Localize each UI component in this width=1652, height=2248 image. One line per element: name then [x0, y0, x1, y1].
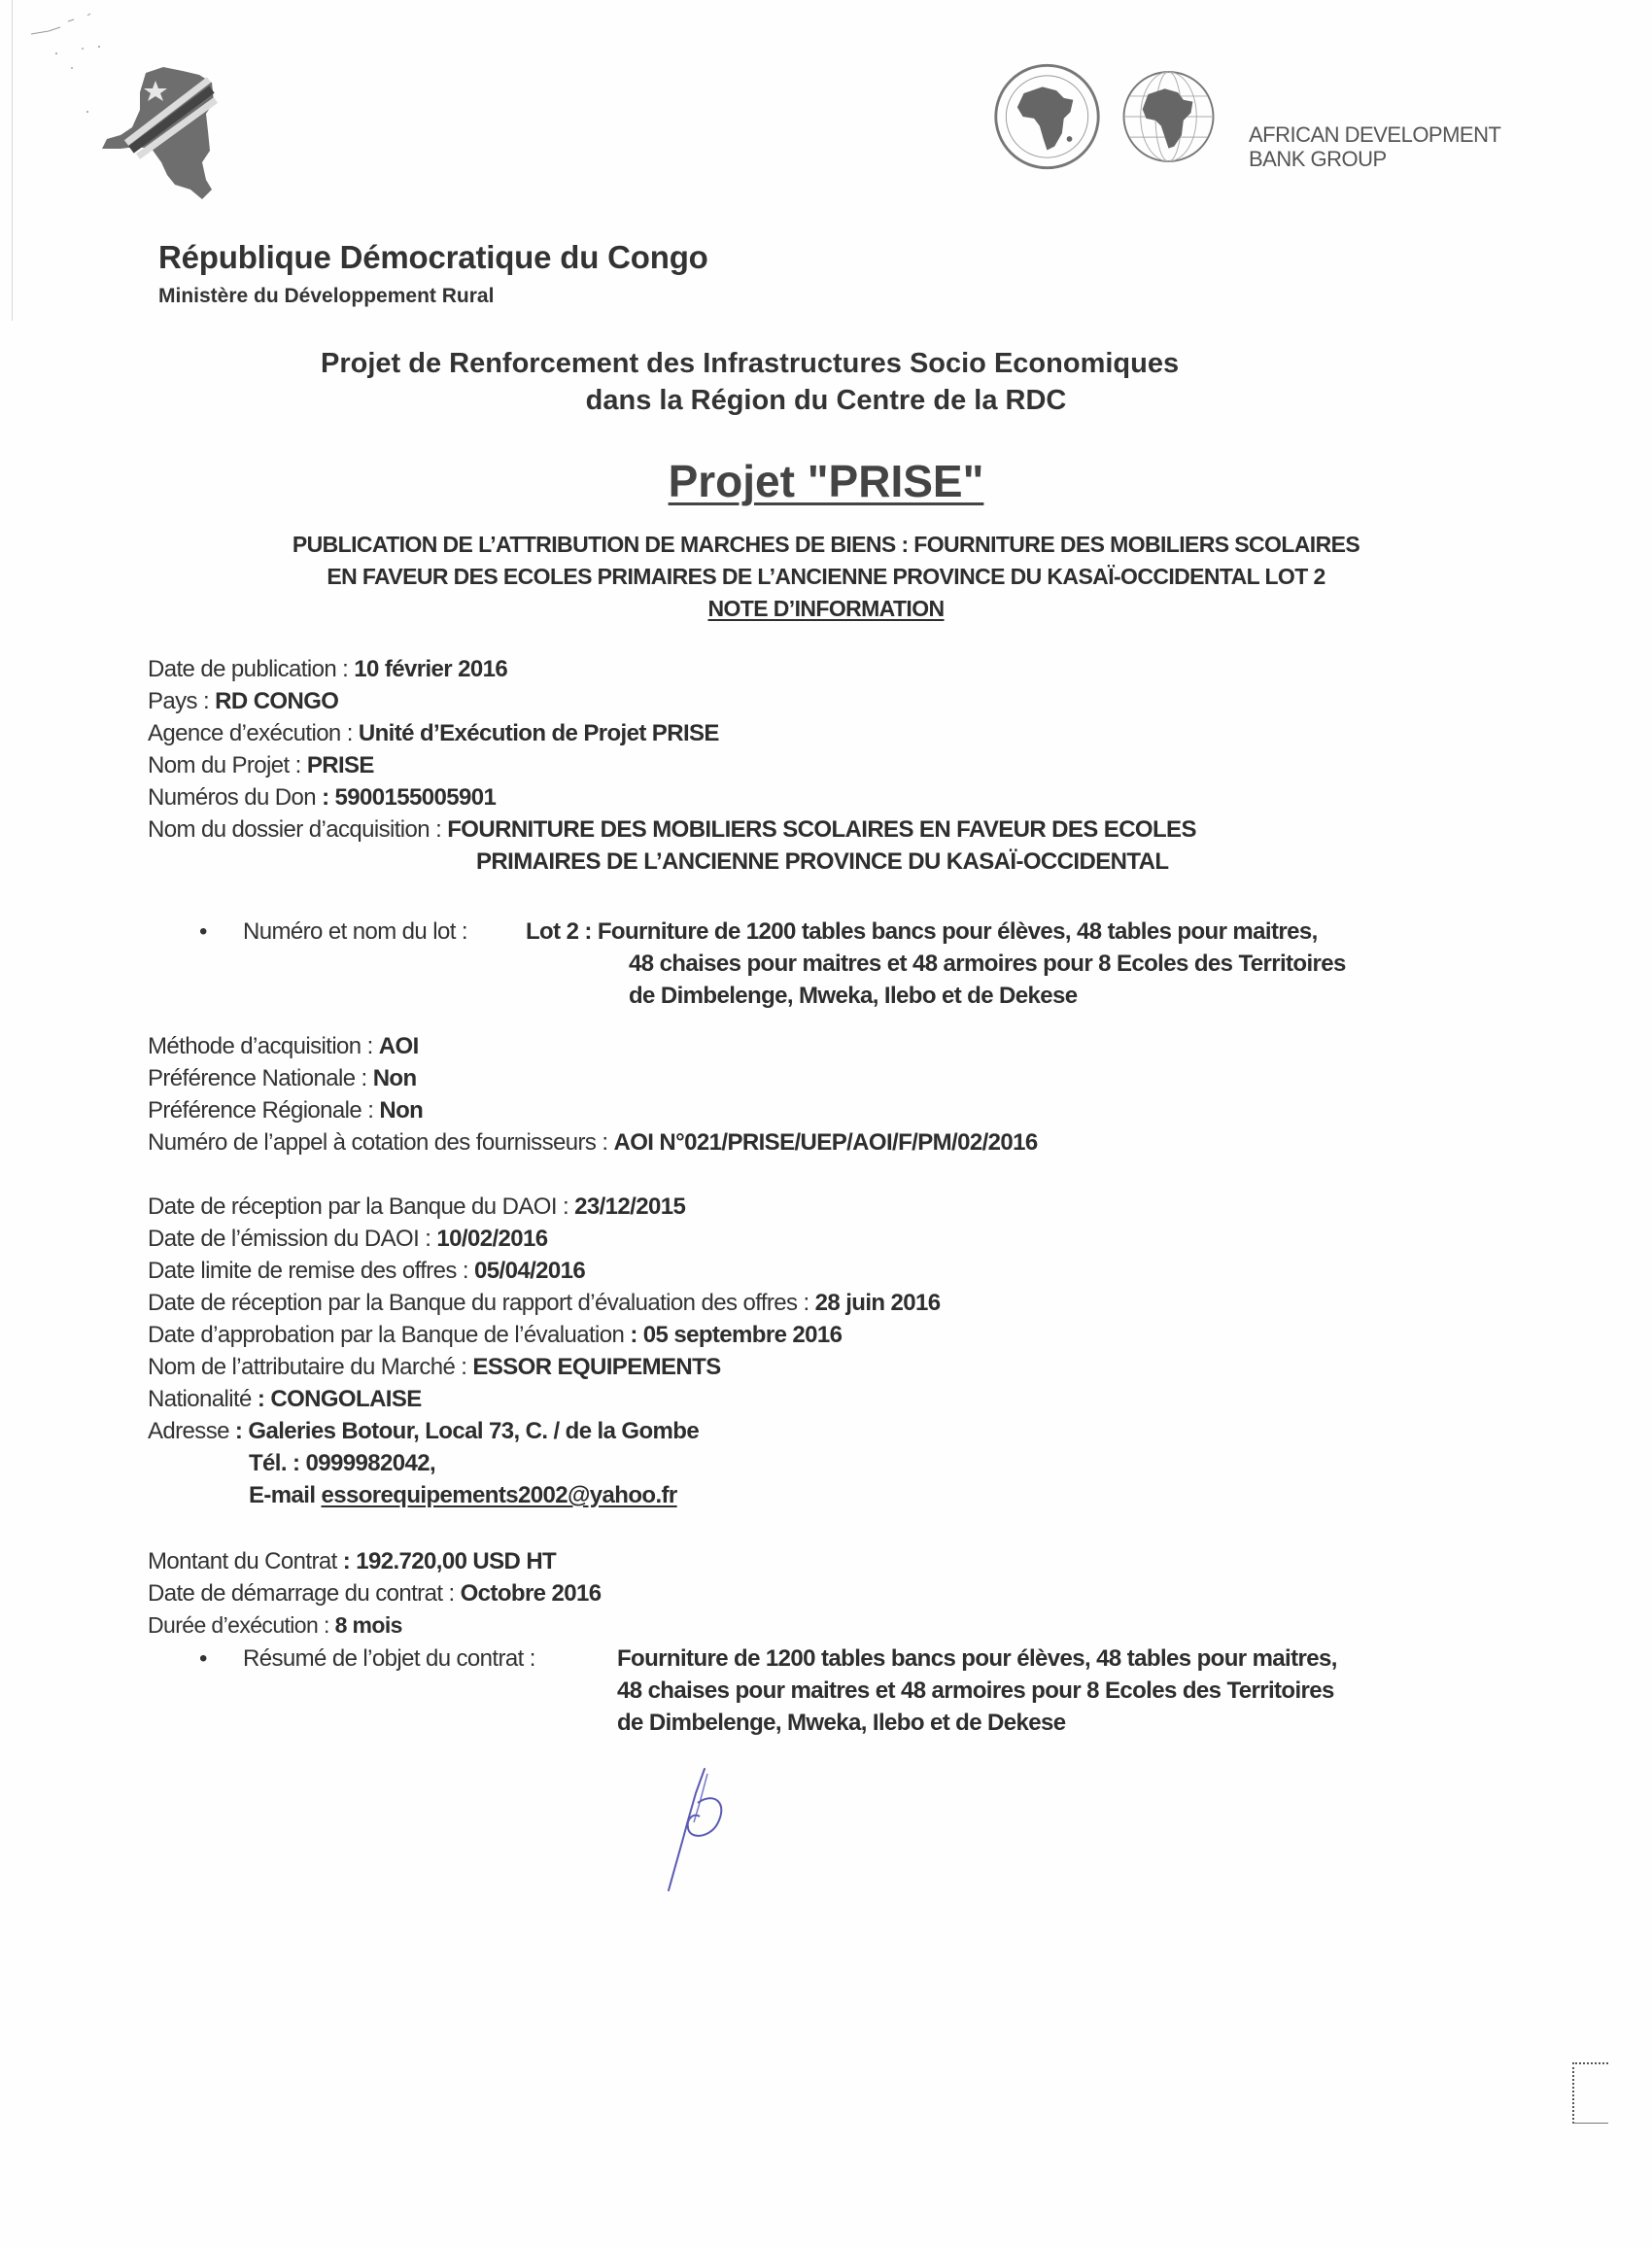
- field-address: Adresse : Galeries Botour, Local 73, C. / de la Gombe: [148, 1418, 700, 1444]
- field-acquisition-method: Méthode d’acquisition : AOI: [148, 1033, 419, 1059]
- acquisition-method-info: [148, 1030, 1038, 1159]
- dates-info: [148, 1191, 941, 1511]
- field-contract-start: Date de démarrage du contrat : Octobre 2016: [148, 1580, 602, 1607]
- field-email: E-mail essorequipements2002@yahoo.fr: [249, 1482, 677, 1508]
- contract-summary-item: [199, 1643, 1560, 1740]
- summary-value-line2: 48 chaises pour maitres et 48 armoires pour 8 Ecoles des Territoires: [617, 1677, 1334, 1704]
- project-short-name-text: Projet "PRISE": [668, 456, 984, 506]
- lot-value-line1: Lot 2 : Fourniture de 1200 tables bancs pour élèves, 48 tables pour maitres,: [526, 918, 1318, 945]
- summary-label: Résumé de l’objet du contrat :: [243, 1645, 535, 1672]
- field-acquisition-file-cont: PRIMAIRES DE L’ANCIENNE PROVINCE DU KASAÏ-OCCIDENTAL: [476, 848, 1169, 875]
- lot-item: [199, 916, 1560, 1013]
- lot-value-line3: de Dimbelenge, Mweka, Ilebo et de Dekese: [629, 983, 1078, 1009]
- publication-title-line1: PUBLICATION DE L’ATTRIBUTION DE MARCHES DE BIENS : FOURNITURE DES MOBILIERS SCOLAIRES: [292, 532, 1360, 557]
- field-acquisition-file: Nom du dossier d’acquisition : FOURNITURE DES MOBILIERS SCOLAIRES EN FAVEUR DES ECOLES: [148, 816, 1196, 843]
- signature: [661, 1764, 739, 1900]
- field-grant-number: Numéros du Don : 5900155005901: [148, 784, 497, 811]
- field-phone: Tél. : 0999982042,: [249, 1450, 436, 1476]
- field-contract-duration: Durée d’exécution : 8 mois: [148, 1612, 402, 1638]
- lot-value-line2: 48 chaises pour maitres et 48 armoires pour 8 Ecoles des Territoires: [629, 951, 1346, 977]
- field-regional-preference: Préférence Régionale : Non: [148, 1097, 424, 1124]
- publication-title: [0, 529, 1652, 625]
- afdb-seal-icon: [991, 58, 1103, 175]
- afdb-name-line1: AFRICAN DEVELOPMENT: [1249, 122, 1501, 147]
- general-info: [148, 653, 1196, 878]
- field-country: Pays : RD CONGO: [148, 688, 339, 714]
- field-contract-amount: Montant du Contrat : 192.720,00 USD HT: [148, 1548, 557, 1574]
- ministry-title: Ministère du Développement Rural: [158, 285, 495, 307]
- note-information-heading: NOTE D’INFORMATION: [707, 596, 945, 621]
- field-evaluation-approval-date: Date d’approbation par la Banque de l’évaluation : 05 septembre 2016: [148, 1322, 843, 1348]
- drc-map-flag-icon: [97, 53, 233, 209]
- field-tender-number: Numéro de l’appel à cotation des fournisseurs : AOI N°021/PRISE/UEP/AOI/F/PM/02/2016: [148, 1129, 1038, 1156]
- lot-label: Numéro et nom du lot :: [243, 918, 467, 945]
- project-title: [0, 345, 1652, 419]
- contract-info: [148, 1545, 601, 1642]
- scan-corner-mark: [1572, 2062, 1608, 2124]
- field-bid-deadline: Date limite de remise des offres : 05/04/2016: [148, 1258, 586, 1284]
- afdb-name-line2: BANK GROUP: [1249, 147, 1387, 171]
- publication-title-line2: EN FAVEUR DES ECOLES PRIMAIRES DE L’ANCIENNE PROVINCE DU KASAÏ-OCCIDENTAL LOT 2: [327, 564, 1325, 589]
- adf-globe-seal-icon: [1113, 58, 1224, 175]
- country-title: République Démocratique du Congo: [158, 239, 708, 275]
- bullet-icon: •: [199, 1645, 207, 1672]
- afdb-name: [1249, 122, 1500, 171]
- field-evaluation-report-date: Date de réception par la Banque du rapport d’évaluation des offres : 28 juin 2016: [148, 1290, 941, 1316]
- field-publication-date: Date de publication : 10 février 2016: [148, 656, 508, 682]
- field-project-name: Nom du Projet : PRISE: [148, 752, 374, 778]
- summary-value-line1: Fourniture de 1200 tables bancs pour élèves, 48 tables pour maitres,: [617, 1645, 1337, 1672]
- field-nationality: Nationalité : CONGOLAISE: [148, 1386, 422, 1412]
- field-daoi-issue-date: Date de l’émission du DAOI : 10/02/2016: [148, 1226, 548, 1252]
- bullet-icon: •: [199, 918, 207, 945]
- afdb-logo: [986, 58, 1589, 194]
- field-executing-agency: Agence d’exécution : Unité d’Exécution de Projet PRISE: [148, 720, 719, 746]
- email-link[interactable]: essorequipements2002@yahoo.fr: [321, 1482, 677, 1508]
- scan-edge: [12, 0, 13, 321]
- project-short-name: [0, 455, 1652, 507]
- project-title-line2: dans la Région du Centre de la RDC: [585, 385, 1067, 416]
- field-awardee-name: Nom de l’attributaire du Marché : ESSOR EQUIPEMENTS: [148, 1354, 721, 1380]
- summary-value-line3: de Dimbelenge, Mweka, Ilebo et de Dekese: [617, 1710, 1066, 1736]
- project-title-line1: Projet de Renforcement des Infrastructures Socio Economiques: [321, 348, 1180, 379]
- field-daoi-reception-date: Date de réception par la Banque du DAOI : 23/12/2015: [148, 1193, 686, 1220]
- field-national-preference: Préférence Nationale : Non: [148, 1065, 417, 1091]
